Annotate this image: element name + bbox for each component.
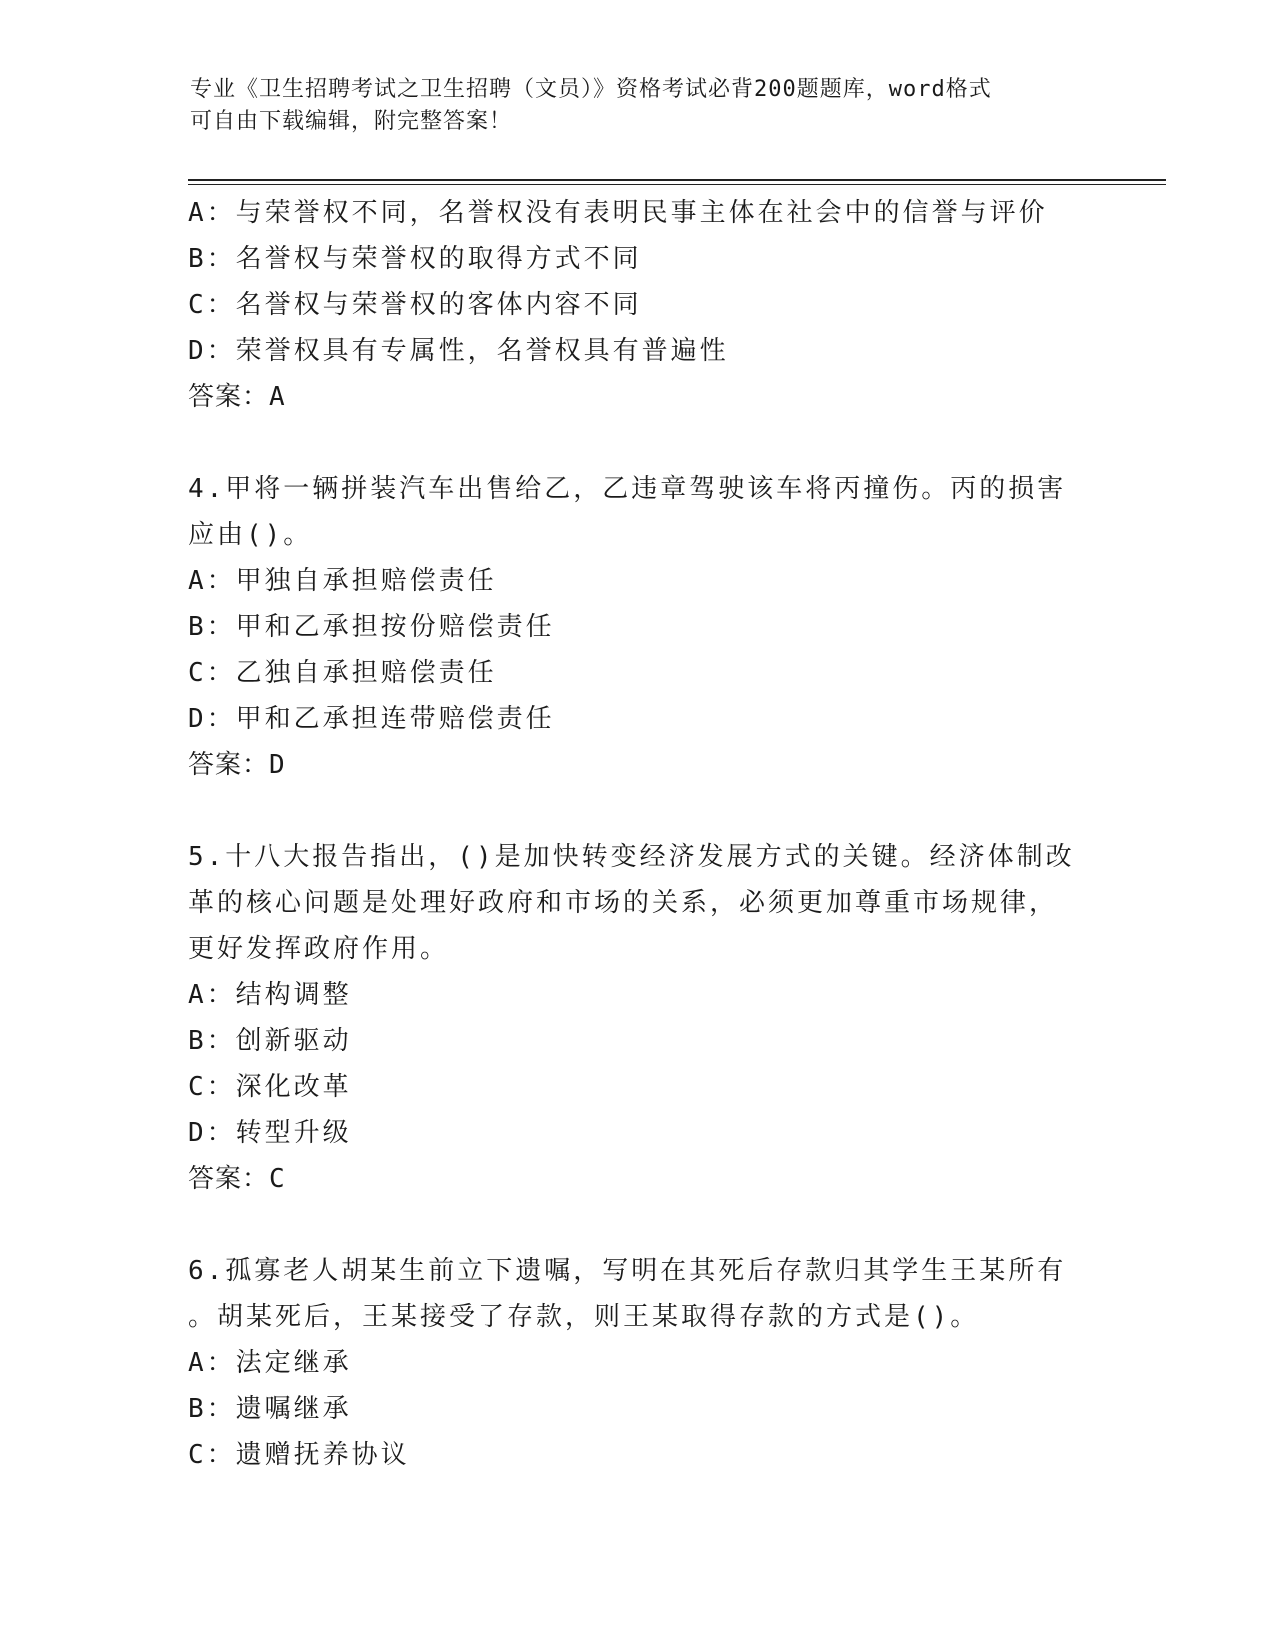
option-c: C：遗赠抚养协议 [188, 1440, 410, 1470]
option-d: D：转型升级 [188, 1118, 352, 1148]
header-line-2: 可自由下载编辑，附完整答案！ [190, 109, 513, 134]
answer: 答案：D [188, 750, 286, 780]
option-d: D：甲和乙承担连带赔偿责任 [188, 704, 555, 734]
option-c: C：深化改革 [188, 1072, 352, 1102]
option-b: B：遗嘱继承 [188, 1394, 352, 1424]
question-4 [188, 466, 1088, 788]
answer: 答案：C [188, 1164, 286, 1194]
document-header [190, 74, 1090, 138]
header-line-1: 专业《卫生招聘考试之卫生招聘（文员）》资格考试必背200题题库，word格式 [190, 77, 992, 102]
header-divider-thick [188, 179, 1166, 181]
question-stem: 革的核心问题是处理好政府和市场的关系，必须更加尊重市场规律， [188, 888, 1059, 918]
option-c: C：名誉权与荣誉权的客体内容不同 [188, 290, 642, 320]
question-3 [188, 190, 1088, 420]
question-list [188, 190, 1088, 1478]
question-5 [188, 834, 1088, 1202]
question-stem: 6.孤寡老人胡某生前立下遗嘱，写明在其死后存款归其学生王某所有 [188, 1256, 1067, 1286]
option-c: C：乙独自承担赔偿责任 [188, 658, 497, 688]
option-b: B：创新驱动 [188, 1026, 352, 1056]
option-a: A：与荣誉权不同，名誉权没有表明民事主体在社会中的信誉与评价 [188, 198, 1048, 228]
question-stem: 5.十八大报告指出，()是加快转变经济发展方式的关键。经济体制改 [188, 842, 1075, 872]
option-b: B：名誉权与荣誉权的取得方式不同 [188, 244, 642, 274]
question-6 [188, 1248, 1088, 1478]
question-stem: 。胡某死后，王某接受了存款，则王某取得存款的方式是()。 [188, 1302, 980, 1332]
option-d: D：荣誉权具有专属性，名誉权具有普遍性 [188, 336, 729, 366]
question-stem: 4.甲将一辆拼装汽车出售给乙，乙违章驾驶该车将丙撞伤。丙的损害 [188, 474, 1067, 504]
question-stem: 应由()。 [188, 520, 313, 550]
option-a: A：法定继承 [188, 1348, 352, 1378]
answer: 答案：A [188, 382, 286, 412]
header-divider-thin [188, 184, 1166, 185]
option-b: B：甲和乙承担按份赔偿责任 [188, 612, 555, 642]
question-stem: 更好发挥政府作用。 [188, 934, 450, 964]
option-a: A：结构调整 [188, 980, 352, 1010]
option-a: A：甲独自承担赔偿责任 [188, 566, 497, 596]
